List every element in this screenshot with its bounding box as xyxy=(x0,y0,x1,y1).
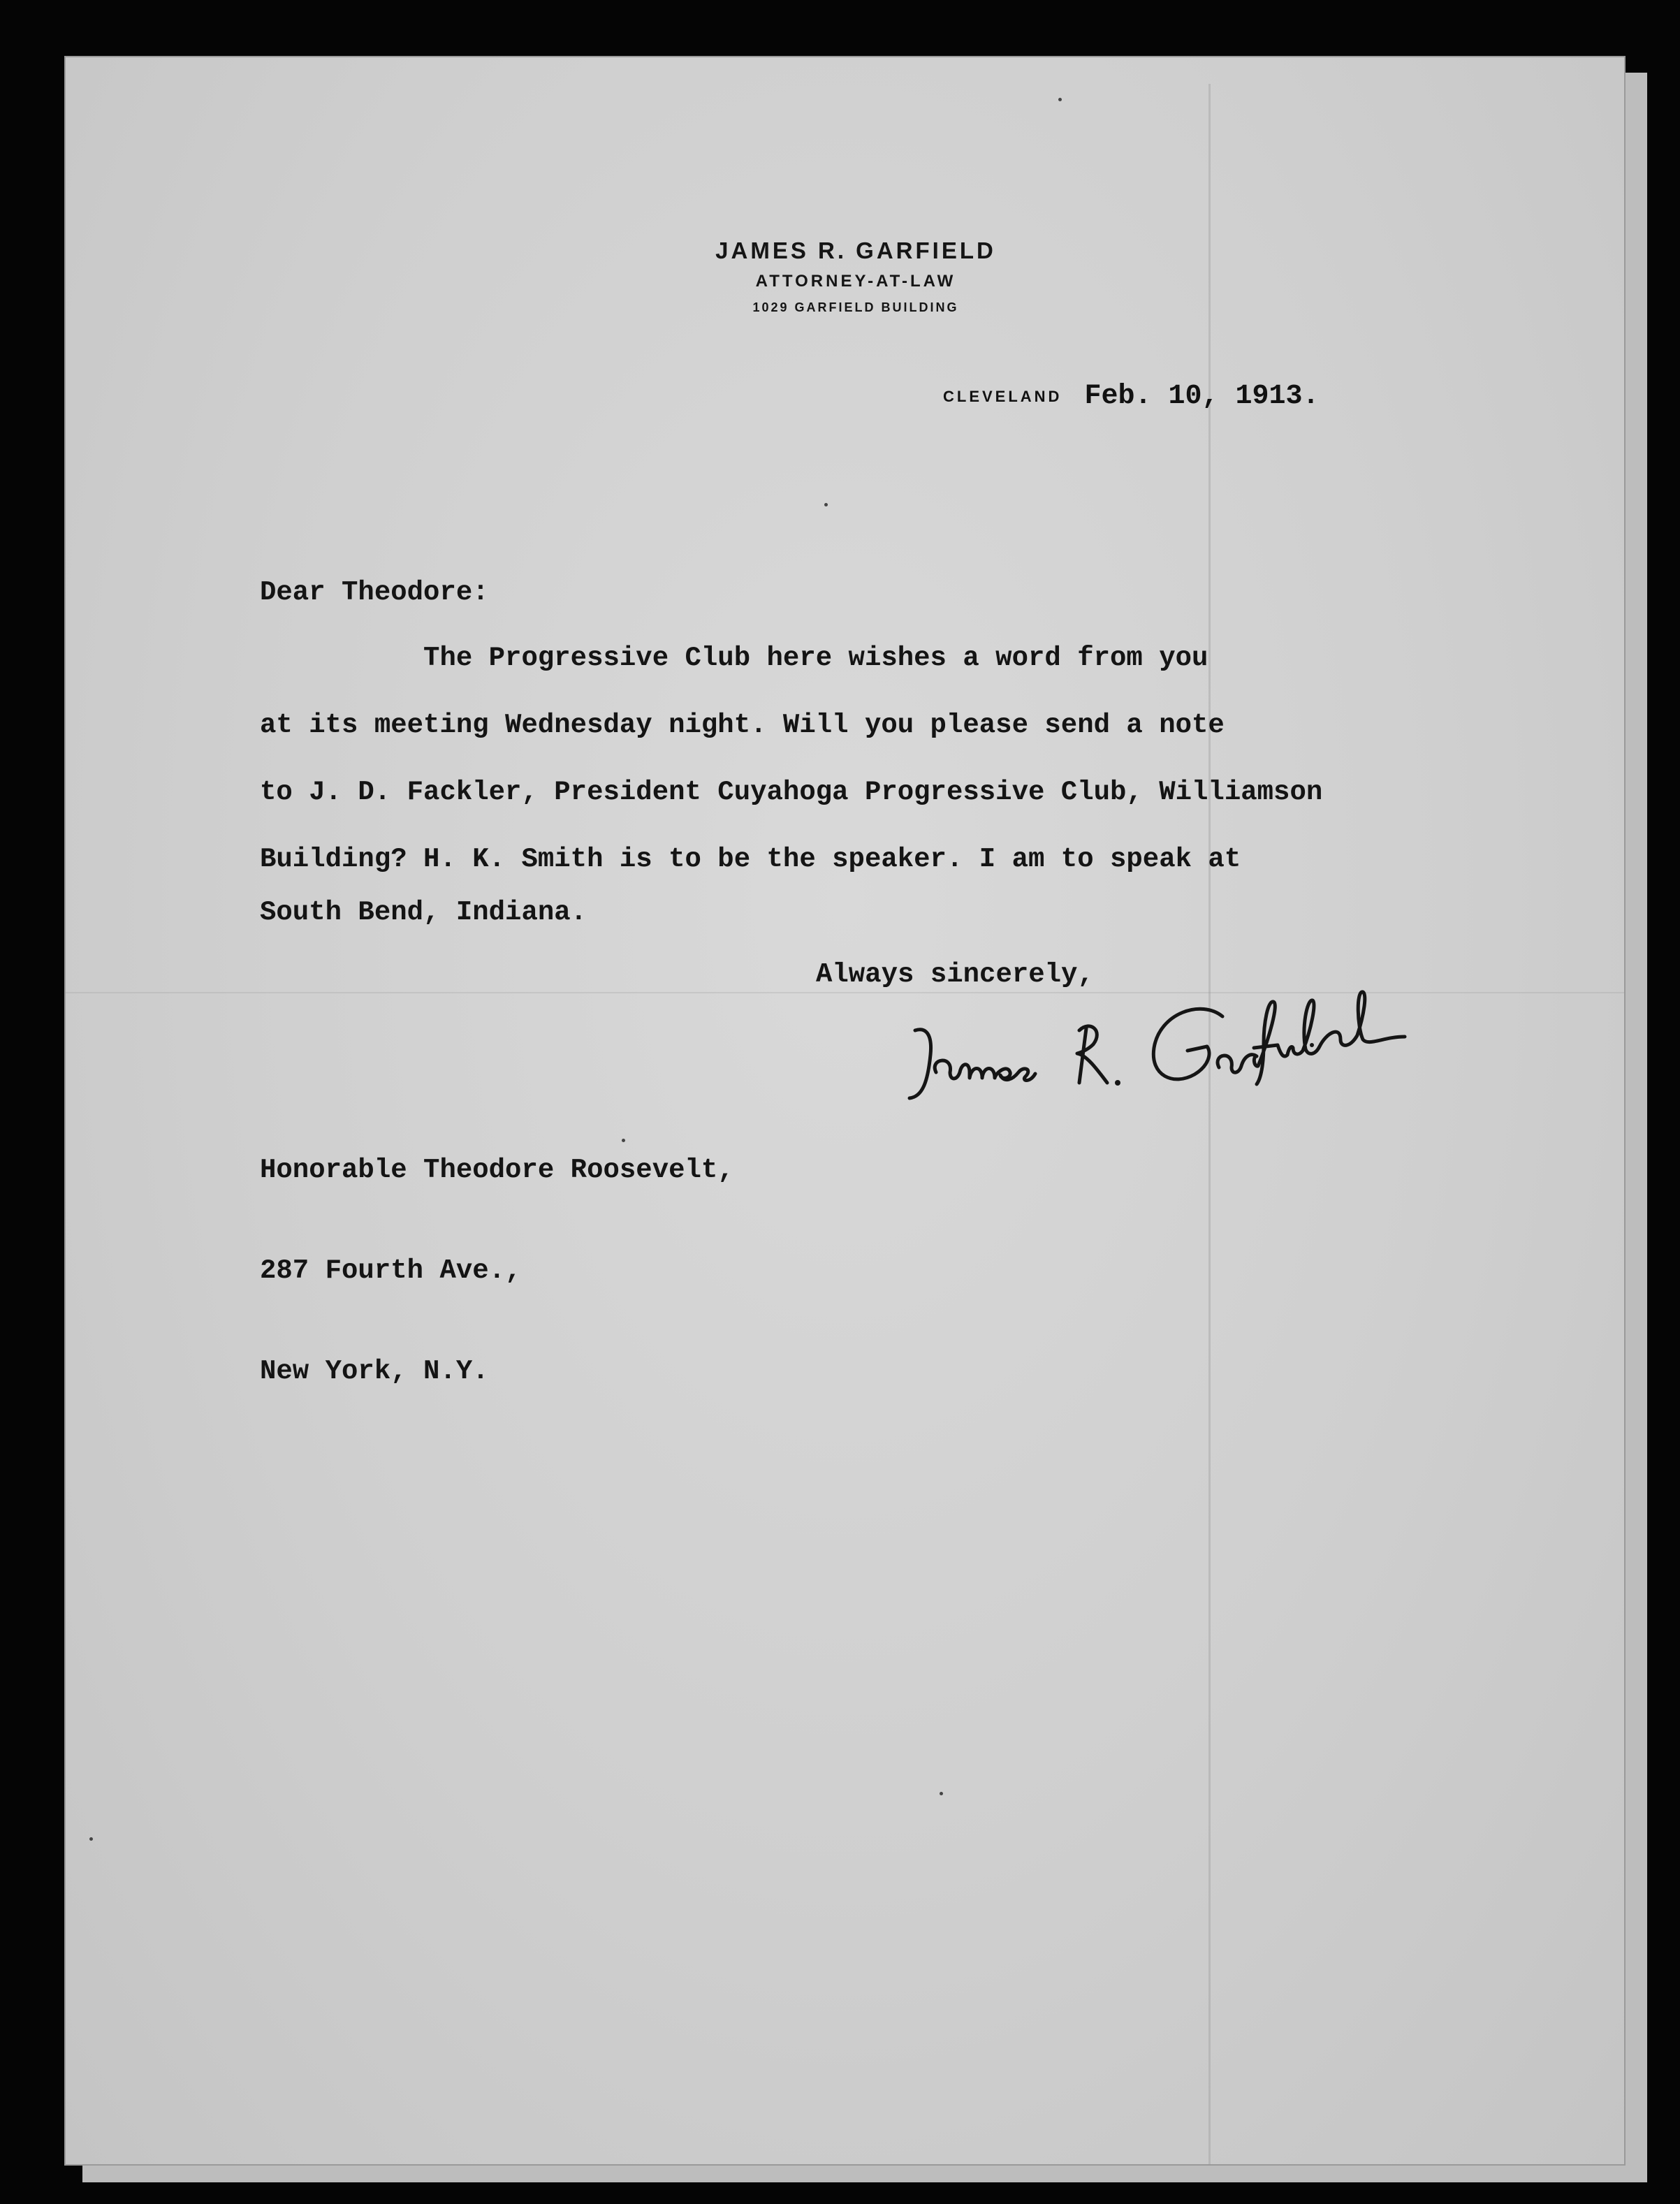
recipient-line-3: New York, N.Y. xyxy=(260,1356,489,1387)
letterhead-name: JAMES R. GARFIELD xyxy=(715,238,996,263)
body-line-4: Building? H. K. Smith is to be the speaker. I am to speak at xyxy=(260,844,1241,875)
salutation: Dear Theodore: xyxy=(260,577,489,608)
dateline-city: CLEVELAND xyxy=(943,387,1062,405)
speck xyxy=(1058,98,1062,101)
letterhead xyxy=(629,234,1083,319)
speck xyxy=(89,1837,93,1841)
speck xyxy=(622,1139,625,1142)
recipient-line-1: Honorable Theodore Roosevelt, xyxy=(260,1155,734,1185)
letterhead-address: 1029 GARFIELD BUILDING xyxy=(752,300,959,314)
handwritten-signature xyxy=(894,978,1544,1118)
closing: Always sincerely, xyxy=(816,959,1094,990)
recipient-address xyxy=(260,1086,734,1455)
dateline-date: Feb. 10, 1913. xyxy=(1084,381,1320,412)
dateline xyxy=(943,381,1320,412)
speck xyxy=(824,503,828,506)
body-line-1: The Progressive Club here wishes a word from you xyxy=(260,643,1208,673)
letterhead-title: ATTORNEY-AT-LAW xyxy=(755,272,956,291)
speck xyxy=(940,1792,943,1795)
body-line-2: at its meeting Wednesday night. Will you please send a note xyxy=(260,710,1225,740)
body-line-5: South Bend, Indiana. xyxy=(260,897,587,928)
recipient-line-2: 287 Fourth Ave., xyxy=(260,1255,522,1286)
body-line-3: to J. D. Fackler, President Cuyahoga Progressive Club, Williamson xyxy=(260,777,1323,808)
